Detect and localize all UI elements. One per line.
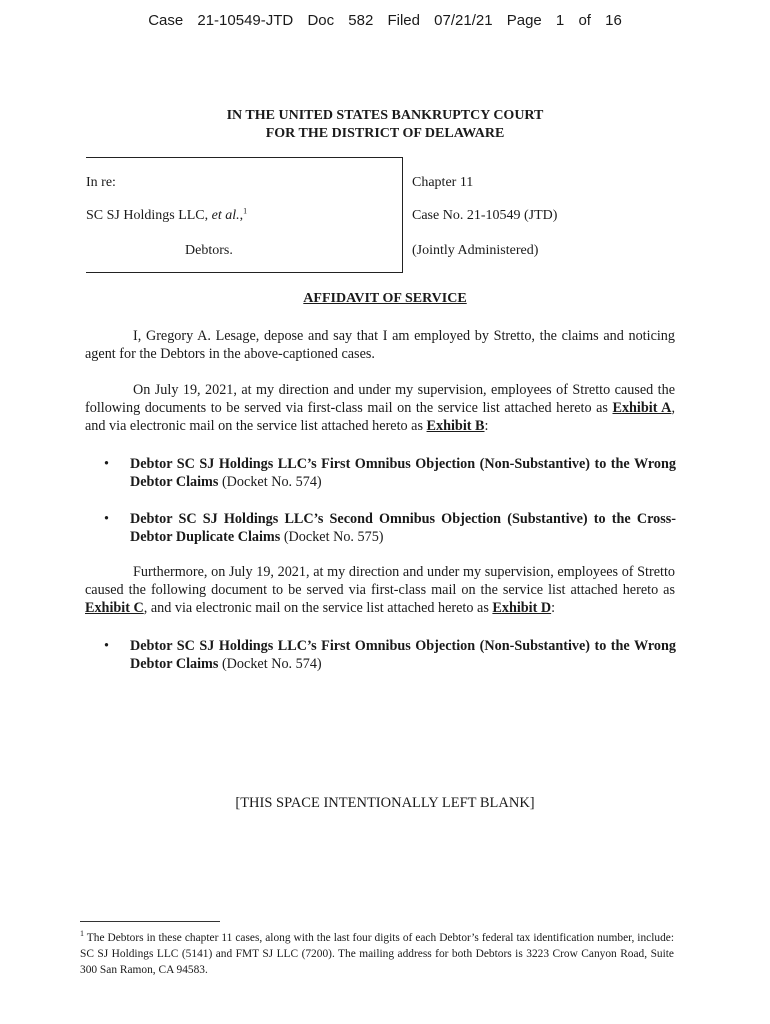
footnote-divider xyxy=(80,921,220,922)
bullet-bold-text: Debtor SC SJ Holdings LLC’s First Omnibus Objection (Non-Substantive) to the Wrong Debtor Claims xyxy=(130,456,676,490)
paragraph-service-first xyxy=(85,381,675,435)
list-item xyxy=(104,455,676,491)
paragraph3-text-c: : xyxy=(551,600,556,616)
bullet-bold-text: Debtor SC SJ Holdings LLC’s First Omnibus Objection (Non-Substantive) to the Wrong Debtor Claims xyxy=(130,638,676,672)
footnote-reference: 1 xyxy=(243,206,248,216)
court-heading xyxy=(0,107,770,143)
debtors-label: Debtors. xyxy=(185,243,233,258)
filed-date-header: Filed 07/21/21 xyxy=(387,12,493,29)
bullet-icon: • xyxy=(104,511,109,527)
paragraph-declarant: I, Gregory A. Lesage, depose and say that I am employed by Stretto, the claims and noticing agent for the Debtors in the above-captioned cases. xyxy=(85,328,675,362)
footnote-mark: 1 xyxy=(80,929,84,939)
exhibit-b-ref: Exhibit B xyxy=(426,418,485,434)
document-title: AFFIDAVIT OF SERVICE xyxy=(303,291,467,306)
list-item xyxy=(104,510,676,546)
paragraph2-text-c: : xyxy=(484,418,489,434)
debtor-name-text: SC SJ Holdings LLC, xyxy=(86,208,212,223)
bullet-docket-text: (Docket No. 574) xyxy=(218,474,322,490)
page-header xyxy=(0,12,770,29)
bullet-docket-text: (Docket No. 574) xyxy=(218,656,322,672)
chapter-label: Chapter 11 xyxy=(412,175,474,190)
et-al-suffix: , xyxy=(239,208,244,223)
jointly-administered-label: (Jointly Administered) xyxy=(412,243,539,258)
et-al-text: et al. xyxy=(211,208,240,223)
bullet-icon: • xyxy=(104,456,109,472)
bullet-bold-text: Debtor SC SJ Holdings LLC’s Second Omnibus Objection (Substantive) to the Cross-Debtor Duplicate Claims xyxy=(130,511,676,545)
page-number-header: Page 1 of 16 xyxy=(506,12,622,29)
exhibit-a-ref: Exhibit A xyxy=(612,400,672,416)
exhibit-d-ref: Exhibit D xyxy=(492,600,552,616)
doc-number-header: Doc 582 xyxy=(307,12,374,29)
debtor-name xyxy=(86,208,247,224)
in-re-label: In re: xyxy=(86,175,116,190)
bullet-icon: • xyxy=(104,638,109,654)
case-number-header: Case 21-10549-JTD xyxy=(148,12,294,29)
case-number-label: Case No. 21-10549 (JTD) xyxy=(412,208,558,223)
exhibit-c-ref: Exhibit C xyxy=(85,600,144,616)
court-heading-line2: FOR THE DISTRICT OF DELAWARE xyxy=(265,126,505,141)
court-heading-line1: IN THE UNITED STATES BANKRUPTCY COURT xyxy=(226,108,544,123)
bullet-docket-text: (Docket No. 575) xyxy=(280,529,384,545)
paragraph3-text-b: , and via electronic mail on the service list attached hereto as xyxy=(143,600,493,616)
list-item xyxy=(104,637,676,673)
paragraph3-text-a: Furthermore, on July 19, 2021, at my direction and under my supervision, employees of Stretto caused the following document to be served via first-class mail on the service list attached hereto as xyxy=(85,564,675,598)
footnote xyxy=(80,930,674,978)
paragraph2-text-a: On July 19, 2021, at my direction and under my supervision, employees of Stretto caused the following documents to be served via first-class mail on the service list attached hereto as xyxy=(85,382,675,416)
footnote-text: The Debtors in these chapter 11 cases, along with the last four digits of each Debtor’s federal tax identification number, include: SC SJ Holdings LLC (5141) and FMT SJ LLC (7200). The mailing address for both Debtors is 3223 Crow Canyon Road, Suite 300 San Ramon, CA 94583. xyxy=(80,932,674,976)
paragraph2-text-b: , and via electronic mail on the service list attached hereto as xyxy=(85,400,675,434)
paragraph-service-second xyxy=(85,563,675,617)
blank-space-notice: [THIS SPACE INTENTIONALLY LEFT BLANK] xyxy=(235,795,535,811)
